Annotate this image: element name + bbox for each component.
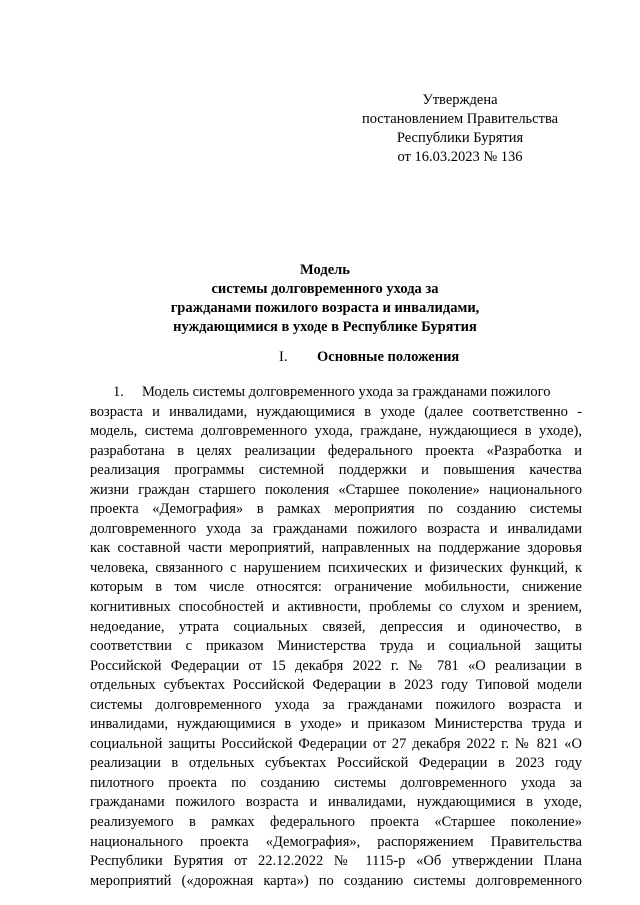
paragraph-line: отдельных субъектах Российской Федерации в 2023 году Типовой модели [90, 677, 582, 694]
paragraph-line: соответствии с приказом Министерства труда и социальной защиты [90, 638, 582, 655]
paragraph-line: разработана в целях реализации федерального проекта «Разработка и [90, 442, 582, 459]
section-title: Основные положения [317, 349, 460, 365]
paragraph-line: модель, система долговременного ухода, граждане, нуждающиеся в уходе), [90, 423, 582, 440]
paragraph-line: пилотного проекта по созданию системы долговременного ухода за [90, 774, 582, 791]
paragraph-line: мероприятий («дорожная карта») по созданию системы долговременного [90, 872, 582, 889]
title-line-4: нуждающимися в уходе в Республике Бурятия [173, 319, 477, 335]
paragraph-line: которым в том числе относятся: ограничение мобильности, снижение [90, 579, 582, 596]
approval-line-4: от 16.03.2023 № 136 [397, 149, 523, 165]
paragraph-line: реализация программы системной поддержки и повышения качества [90, 462, 582, 479]
paragraph-number: 1. [113, 384, 124, 400]
paragraph-line-text: Модель системы долговременного ухода за гражданами пожилого [142, 384, 551, 400]
paragraph-line: Республики Бурятия от 22.12.2022 № 1115-р «Об утверждении Плана [90, 853, 582, 870]
paragraph-line: социальной защиты Российской Федерации от 27 декабря 2022 г. № 821 «О [90, 735, 582, 752]
paragraph-line: как составной части мероприятий, направленных на поддержание здоровья [90, 540, 582, 557]
paragraph-line: возраста и инвалидами, нуждающимися в уходе (далее соответственно - [90, 403, 582, 420]
paragraph-line: недоедание, утрата социальных связей, депрессия и одиночество, в [90, 618, 582, 635]
paragraph-line: инвалидами, нуждающимися в уходе» и приказом Министерства труда и [90, 716, 582, 733]
approval-line-2: постановлением Правительства [361, 111, 559, 127]
paragraph-line: национального проекта «Демография», распоряжением Правительства [90, 833, 582, 850]
title-line-1: Модель [300, 262, 350, 278]
paragraph-line: реализуемого в рамках федерального проекта «Старшее поколение» [90, 814, 582, 831]
paragraph-line [90, 383, 582, 403]
paragraph-line: Российской Федерации от 15 декабря 2022 г. № 781 «О реализации в [90, 657, 582, 674]
approval-block [340, 91, 580, 167]
paragraph-line: когнитивных способностей и активности, проблемы со слухом и зрением, [90, 599, 582, 616]
paragraph-line: человека, связанного с нарушением психических и физических функций, к [90, 559, 582, 576]
paragraph-line: долговременного ухода за гражданами пожилого возраста и инвалидами [90, 520, 582, 537]
paragraph-line: гражданами пожилого возраста и инвалидами, нуждающимися в уходе, [90, 794, 582, 811]
paragraph-line: проекта «Демография» в рамках мероприятия по созданию системы [90, 501, 582, 518]
section-number: I. [279, 349, 288, 365]
paragraph-line: реализации в отдельных субъектах Российской Федерации в 2023 году [90, 755, 582, 772]
section-heading [90, 349, 580, 369]
paragraph-1 [90, 383, 582, 891]
document-title [90, 261, 560, 337]
approval-line-1: Утверждена [422, 92, 498, 108]
approval-line-3: Республики Бурятия [396, 130, 524, 146]
title-line-2: системы долговременного ухода за [211, 281, 439, 297]
paragraph-line: системы долговременного ухода за гражданами пожилого возраста и [90, 696, 582, 713]
paragraph-line: жизни граждан старшего поколения «Старшее поколение» национального [90, 481, 582, 498]
title-line-3: гражданами пожилого возраста и инвалидами, [170, 300, 480, 316]
